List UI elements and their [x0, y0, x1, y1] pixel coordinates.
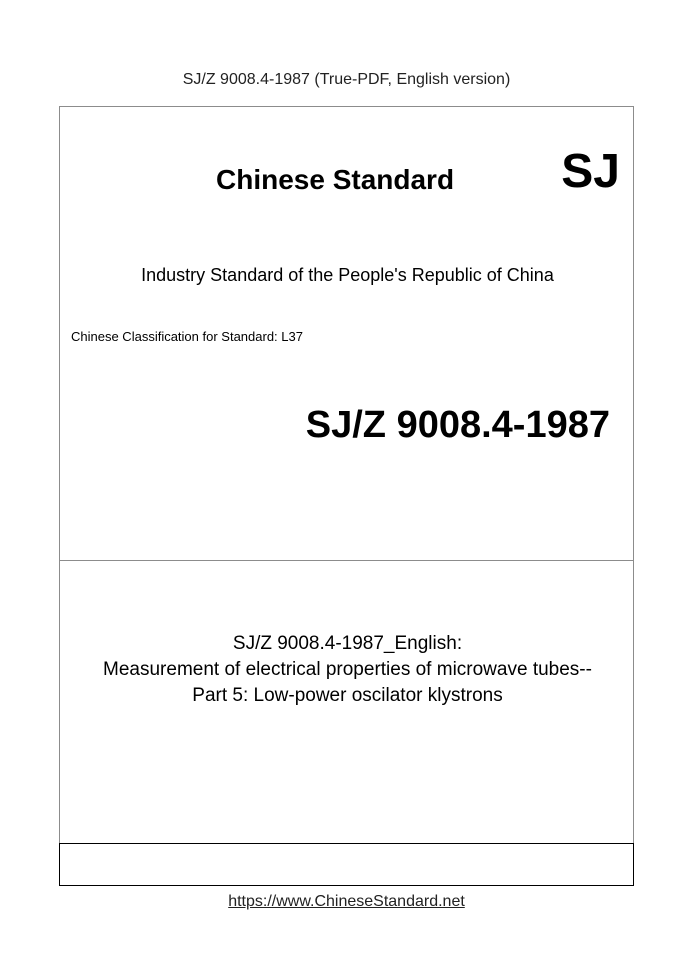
cover-frame [59, 106, 634, 886]
cover-top-box [59, 106, 634, 561]
cover-bottom-box [59, 843, 634, 886]
classification-line: Chinese Classification for Standard: L37 [71, 329, 303, 344]
cover-middle-box [59, 560, 634, 844]
cover-title: Chinese Standard [216, 164, 455, 195]
document-title-line-3: Part 5: Low-power oscilator klystrons [192, 685, 503, 706]
document-title-line-1: SJ/Z 9008.4-1987_English: [232, 633, 463, 654]
sj-mark: SJ [561, 145, 620, 198]
document-title-block [60, 631, 635, 709]
footer-link[interactable]: https://www.ChineseStandard.net [228, 893, 465, 910]
page-header: SJ/Z 9008.4-1987 (True-PDF, English version) [182, 71, 511, 88]
issuer-line: Industry Standard of the People's Republic of China [141, 265, 554, 285]
document-title-line-2: Measurement of electrical properties of microwave tubes-- [103, 659, 592, 680]
standard-number: SJ/Z 9008.4-1987 [305, 404, 610, 446]
